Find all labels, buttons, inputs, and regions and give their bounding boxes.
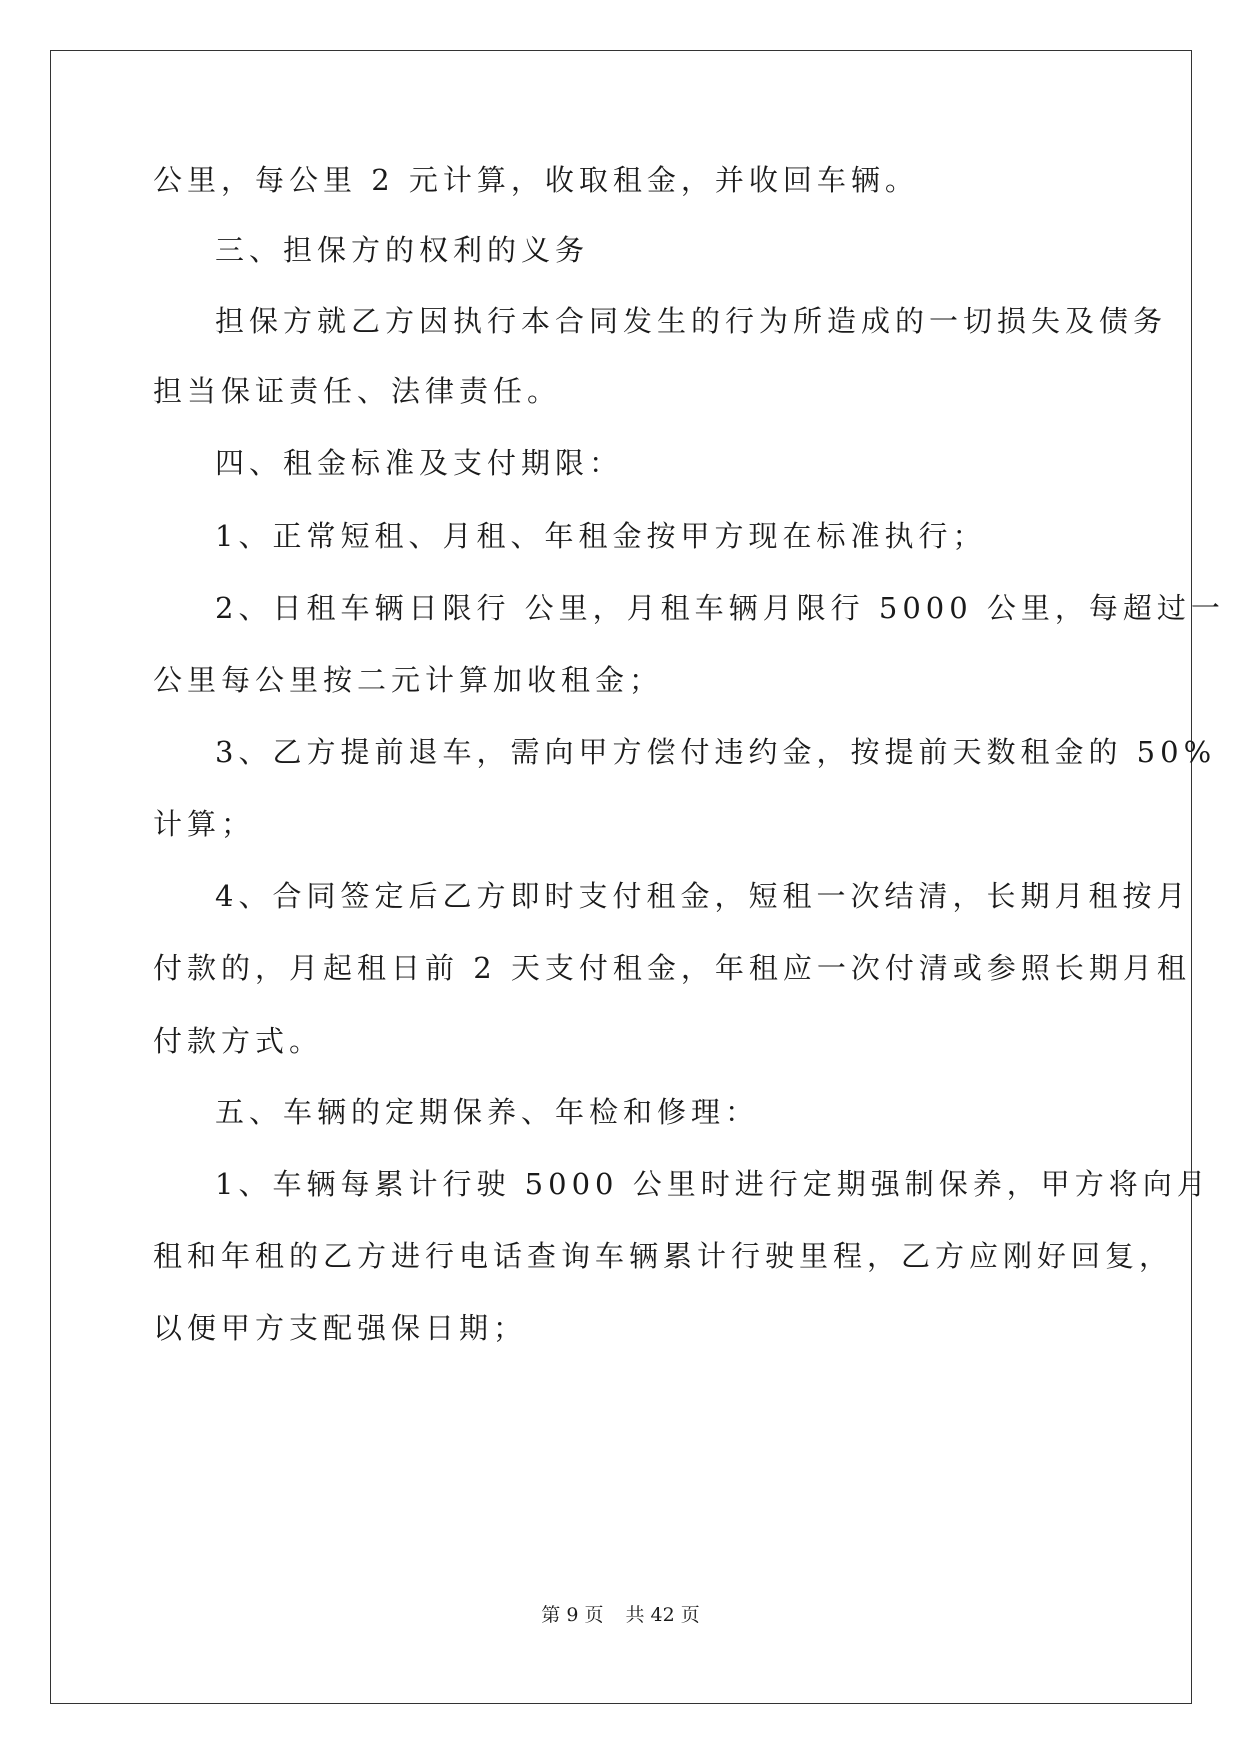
text-line: 租和年租的乙方进行电话查询车辆累计行驶里程，乙方应刚好回复， [153, 1239, 1174, 1273]
section-heading: 五、车辆的定期保养、年检和修理： [215, 1095, 760, 1129]
text-line: 公里每公里按二元计算加收租金； [153, 663, 664, 697]
text-line: 付款的，月起租日前 2 天支付租金，年租应一次付清或参照长期月租 [153, 951, 1191, 985]
text-line: 4、合同签定后乙方即时支付租金，短租一次结清，长期月租按月 [215, 879, 1191, 913]
text-line: 担保方就乙方因执行本合同发生的行为所造成的一切损失及债务 [215, 304, 1168, 338]
text-line: 付款方式。 [153, 1024, 324, 1058]
text-line: 以便甲方支配强保日期； [153, 1311, 528, 1345]
text-line: 担当保证责任、法律责任。 [153, 374, 562, 408]
page-total: 共 42 页 [625, 1604, 700, 1626]
section-heading: 三、担保方的权利的义务 [215, 233, 590, 267]
section-heading: 四、租金标准及支付期限： [215, 446, 624, 480]
text-line: 1、正常短租、月租、年租金按甲方现在标准执行； [215, 519, 987, 553]
page-footer [0, 1600, 1241, 1627]
text-line: 1、车辆每累计行驶 5000 公里时进行定期强制保养，甲方将向月 [215, 1167, 1211, 1201]
text-line: 2、日租车辆日限行 公里，月租车辆月限行 5000 公里，每超过一 [215, 591, 1225, 625]
text-line: 计算； [153, 807, 256, 841]
text-line: 公里，每公里 2 元计算，收取租金，并收回车辆。 [153, 163, 919, 197]
text-line: 3、乙方提前退车，需向甲方偿付违约金，按提前天数租金的 50% [215, 735, 1217, 769]
page-number: 第 9 页 [541, 1604, 604, 1626]
